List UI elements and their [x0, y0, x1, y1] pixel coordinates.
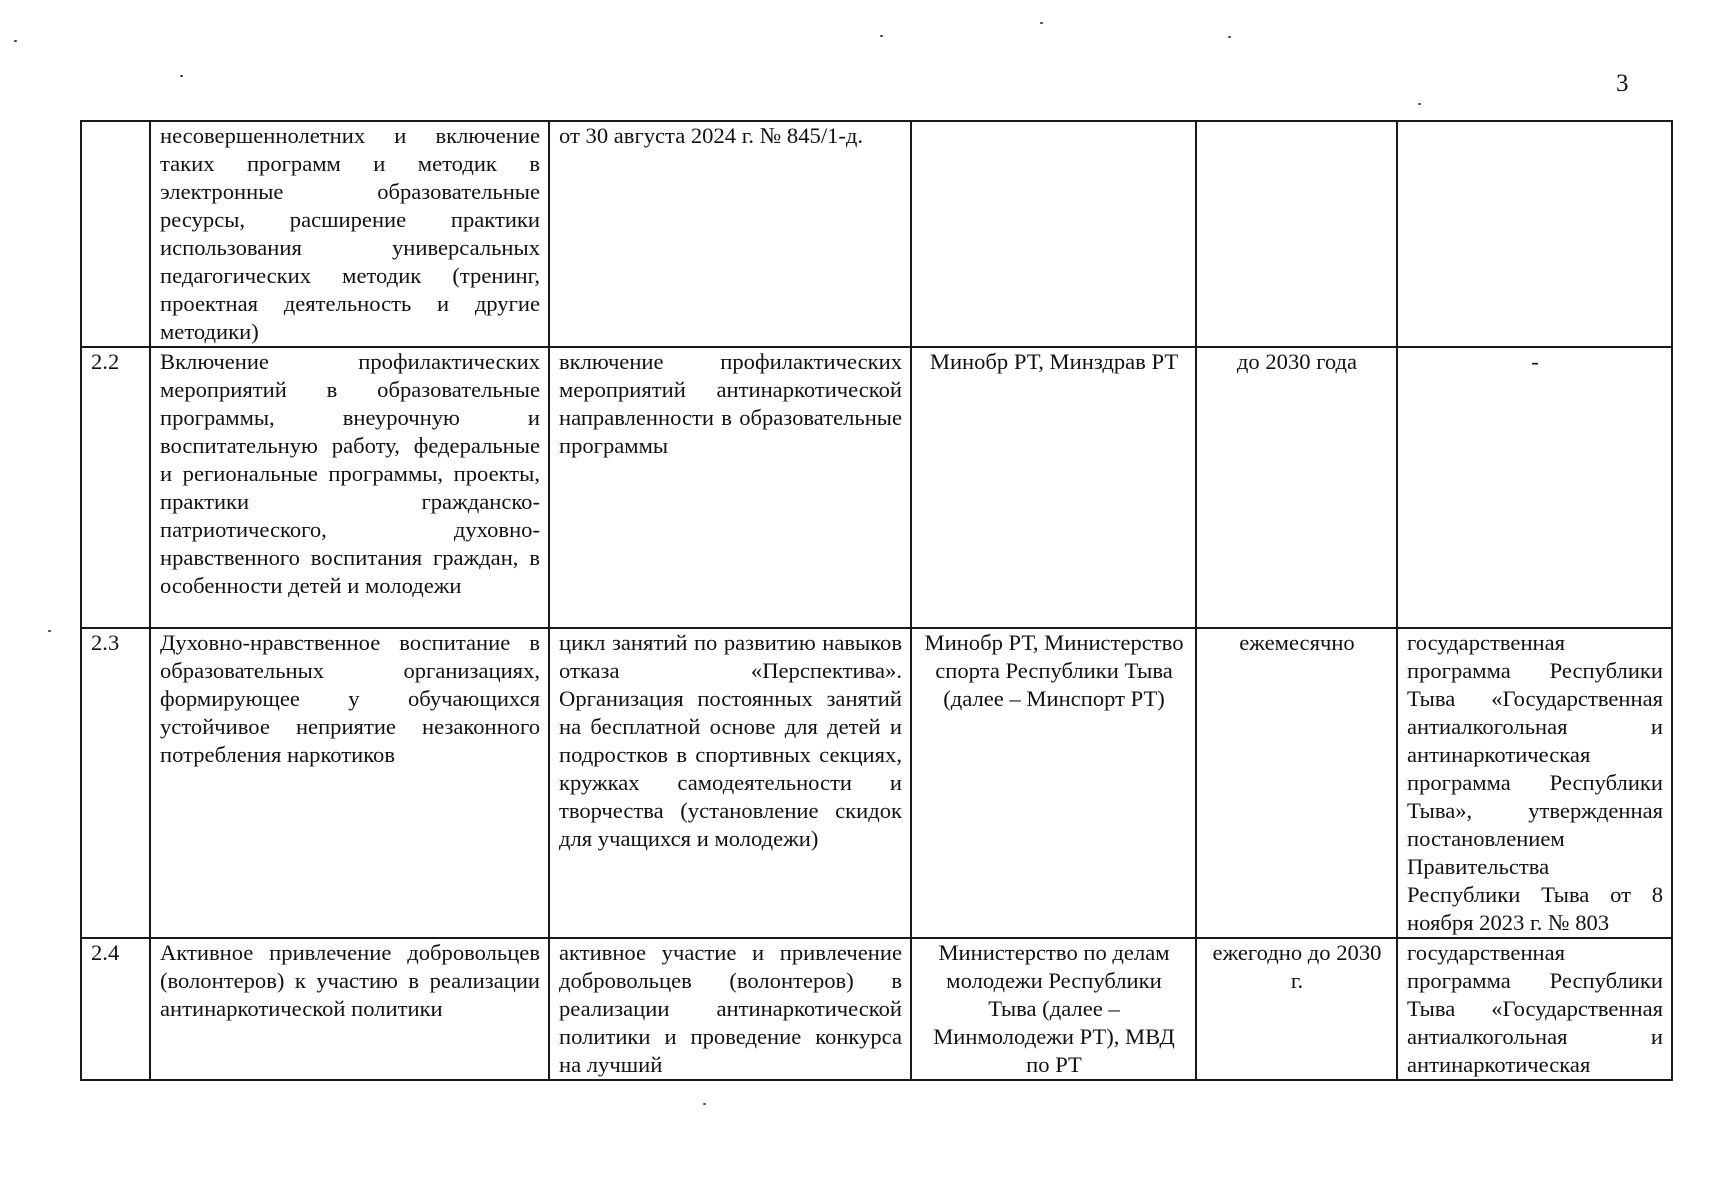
scan-speck	[1418, 103, 1421, 105]
content-cell: цикл занятий по развитию навыков отказа «Перспектива». Организация постоянных занятий на бесплатной основе для детей и подростков в спортивных секциях, кружках самодеятельности и творчества (установление скидок для учащихся и молодежи)	[549, 628, 911, 938]
content-cell: от 30 августа 2024 г. № 845/1-д.	[549, 121, 911, 347]
scan-speck	[14, 40, 17, 42]
deadline-cell: ежемесячно	[1196, 628, 1397, 938]
scan-speck	[1040, 22, 1043, 24]
content-cell: активное участие и привлечение добровольцев (волонтеров) в реализации антинаркотической политики и проведение конкурса на лучший	[549, 938, 911, 1080]
executors-cell: Минобр РТ, Минздрав РТ	[911, 347, 1196, 628]
scan-speck	[48, 630, 51, 632]
item-number: 2.4	[81, 938, 150, 1080]
executors-cell	[911, 121, 1196, 347]
content-cell: включение профилактических мероприятий антинаркотической направленности в образовательные программы	[549, 347, 911, 628]
table-row	[81, 938, 1672, 1080]
scan-speck	[1228, 36, 1231, 38]
source-cell: государственная программа Республики Тыва «Государственная антиалкогольная и антинаркотическая программа Республики Тыва», утвержденная постановлением Правительства Республики Тыва от 8 ноября 2023 г. № 803	[1397, 628, 1672, 938]
table-row	[81, 347, 1672, 628]
scan-speck	[180, 75, 183, 77]
measures-table	[80, 120, 1673, 1081]
table-row	[81, 121, 1672, 347]
deadline-cell: ежегодно до 2030 г.	[1196, 938, 1397, 1080]
measure-cell: несовершеннолетних и включение таких программ и методик в электронные образовательные ресурсы, расширение практики использования универсальных педагогических методик (тренинг, проектная деятельность и другие методики)	[150, 121, 549, 347]
source-cell	[1397, 121, 1672, 347]
measure-cell: Духовно-нравственное воспитание в образовательных организациях, формирующее у обучающихся устойчивое неприятие незаконного потребления наркотиков	[150, 628, 549, 938]
item-number	[81, 121, 150, 347]
item-number: 2.3	[81, 628, 150, 938]
executors-cell: Минобр РТ, Министерство спорта Республики Тыва (далее – Минспорт РТ)	[911, 628, 1196, 938]
deadline-cell	[1196, 121, 1397, 347]
source-cell: -	[1397, 347, 1672, 628]
measure-cell: Активное привлечение добровольцев (волонтеров) к участию в реализации антинаркотической политики	[150, 938, 549, 1080]
page-number: 3	[1616, 70, 1629, 97]
measure-cell: Включение профилактических мероприятий в образовательные программы, внеурочную и воспитательную работу, федеральные и региональные программы, проекты, практики гражданско-патриотического, духовно-нравственного воспитания граждан, в особенности детей и молодежи	[150, 347, 549, 628]
scan-speck	[703, 1103, 706, 1105]
table-row	[81, 628, 1672, 938]
item-number: 2.2	[81, 347, 150, 628]
executors-cell: Министерство по делам молодежи Республики Тыва (далее – Минмолодежи РТ), МВД по РТ	[911, 938, 1196, 1080]
deadline-cell: до 2030 года	[1196, 347, 1397, 628]
source-cell: государственная программа Республики Тыва «Государственная антиалкогольная и антинаркотическая	[1397, 938, 1672, 1080]
scan-speck	[880, 35, 883, 37]
